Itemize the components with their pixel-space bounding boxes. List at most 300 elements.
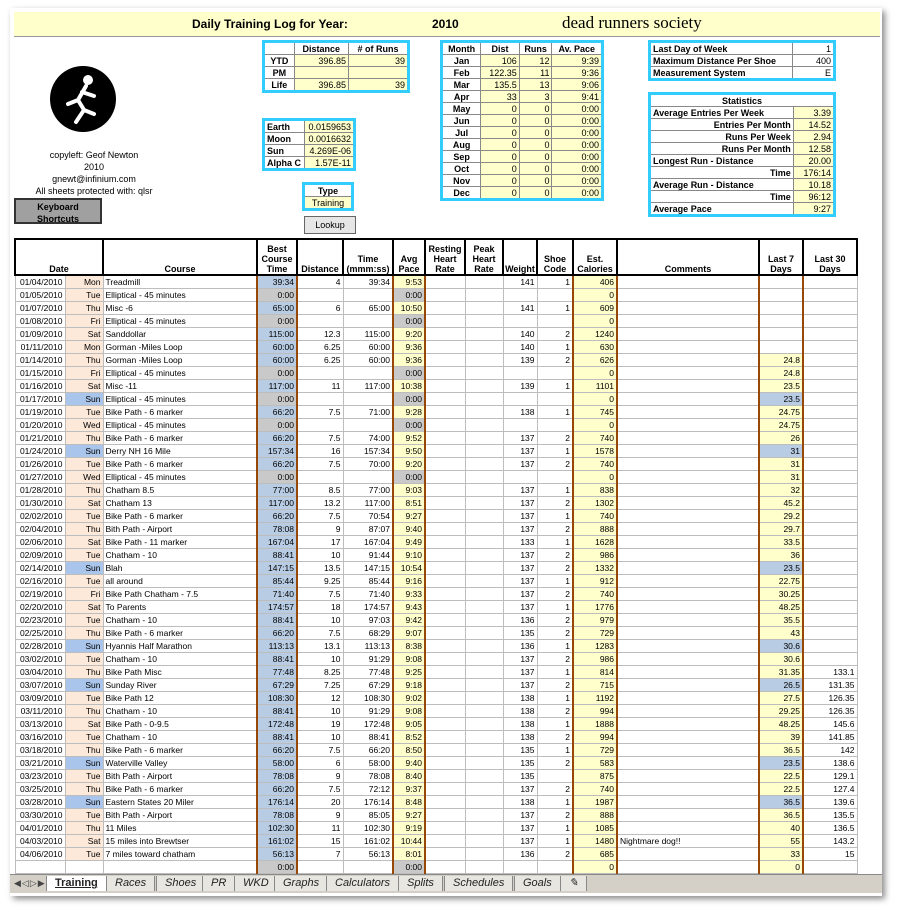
pace-cell[interactable]: 8:50 — [393, 744, 425, 757]
course-cell[interactable]: Bith Path - Airport — [103, 523, 257, 536]
date-cell[interactable]: 01/27/2010 — [15, 471, 65, 484]
last7-cell[interactable]: 23.5 — [759, 562, 803, 575]
course-cell[interactable]: Chatham - 10 — [103, 653, 257, 666]
weekday-cell[interactable]: Fri — [65, 367, 103, 380]
calories-cell[interactable]: 986 — [573, 653, 617, 666]
last7-cell[interactable]: 40 — [759, 822, 803, 835]
best-time-cell[interactable]: 66:20 — [257, 627, 297, 640]
time-cell[interactable]: 176:14 — [343, 796, 393, 809]
last30-cell[interactable]: 141.85 — [803, 731, 857, 744]
weight-cell[interactable]: 137 — [503, 653, 537, 666]
time-cell[interactable]: 71:00 — [343, 406, 393, 419]
time-cell[interactable]: 117:00 — [343, 497, 393, 510]
shoe-cell[interactable]: 2 — [537, 354, 573, 367]
best-time-cell[interactable]: 66:20 — [257, 406, 297, 419]
resting-hr-cell[interactable] — [425, 471, 465, 484]
last7-cell[interactable] — [759, 315, 803, 328]
last30-cell[interactable] — [803, 458, 857, 471]
distance-cell[interactable]: 19 — [297, 718, 343, 731]
course-cell[interactable]: Bike Path - 6 marker — [103, 783, 257, 796]
resting-hr-cell[interactable] — [425, 705, 465, 718]
weight-cell[interactable]: 138 — [503, 705, 537, 718]
comments-cell[interactable] — [617, 275, 759, 289]
peak-hr-cell[interactable] — [465, 562, 503, 575]
shoe-cell[interactable] — [537, 393, 573, 406]
pace-cell[interactable]: 10:50 — [393, 302, 425, 315]
log-column-header[interactable]: Last 30 Days — [803, 239, 857, 275]
resting-hr-cell[interactable] — [425, 523, 465, 536]
date-cell[interactable]: 03/02/2010 — [15, 653, 65, 666]
time-cell[interactable]: 71:40 — [343, 588, 393, 601]
time-cell[interactable]: 60:00 — [343, 341, 393, 354]
date-cell[interactable]: 01/21/2010 — [15, 432, 65, 445]
course-cell[interactable]: Bike Path - 6 marker — [103, 432, 257, 445]
time-cell[interactable]: 88:41 — [343, 731, 393, 744]
distance-cell[interactable]: 8.5 — [297, 484, 343, 497]
distance-cell[interactable]: 7 — [297, 848, 343, 861]
last7-cell[interactable]: 33 — [759, 848, 803, 861]
shoe-cell[interactable]: 1 — [537, 666, 573, 679]
peak-hr-cell[interactable] — [465, 471, 503, 484]
sheet-tab-pr[interactable]: PR — [202, 876, 235, 891]
resting-hr-cell[interactable] — [425, 315, 465, 328]
shoe-cell[interactable]: 1 — [537, 601, 573, 614]
distance-cell[interactable]: 11 — [297, 822, 343, 835]
weight-cell[interactable] — [503, 367, 537, 380]
weekday-cell[interactable]: Tue — [65, 510, 103, 523]
pace-cell[interactable]: 9:05 — [393, 718, 425, 731]
course-cell[interactable]: 15 miles into Brewtser — [103, 835, 257, 848]
weekday-cell[interactable]: Thu — [65, 705, 103, 718]
last7-cell[interactable]: 55 — [759, 835, 803, 848]
last30-cell[interactable]: 133.1 — [803, 666, 857, 679]
course-cell[interactable]: Bith Path - Airport — [103, 770, 257, 783]
pace-cell[interactable]: 9:33 — [393, 588, 425, 601]
time-cell[interactable]: 117:00 — [343, 380, 393, 393]
shoe-cell[interactable]: 2 — [537, 705, 573, 718]
date-cell[interactable]: 01/24/2010 — [15, 445, 65, 458]
pace-cell[interactable]: 0:00 — [393, 367, 425, 380]
resting-hr-cell[interactable] — [425, 536, 465, 549]
weekday-cell[interactable]: Tue — [65, 653, 103, 666]
weekday-cell[interactable]: Tue — [65, 549, 103, 562]
weight-cell[interactable]: 138 — [503, 731, 537, 744]
shoe-cell[interactable]: 1 — [537, 835, 573, 848]
peak-hr-cell[interactable] — [465, 757, 503, 770]
pace-cell[interactable]: 0:00 — [393, 419, 425, 432]
course-cell[interactable]: Derry NH 16 Mile — [103, 445, 257, 458]
course-cell[interactable]: Elliptical - 45 minutes — [103, 289, 257, 302]
shoe-cell[interactable]: 2 — [537, 679, 573, 692]
shoe-cell[interactable] — [537, 315, 573, 328]
weight-cell[interactable]: 137 — [503, 822, 537, 835]
comments-cell[interactable] — [617, 419, 759, 432]
weekday-cell[interactable]: Tue — [65, 731, 103, 744]
pace-cell[interactable]: 8:51 — [393, 497, 425, 510]
type-select[interactable]: Training — [304, 197, 353, 210]
shoe-cell[interactable]: 1 — [537, 510, 573, 523]
pace-cell[interactable]: 9:27 — [393, 809, 425, 822]
resting-hr-cell[interactable] — [425, 549, 465, 562]
log-column-header[interactable]: Resting Heart Rate — [425, 239, 465, 275]
comments-cell[interactable] — [617, 822, 759, 835]
comments-cell[interactable] — [617, 640, 759, 653]
distance-cell[interactable]: 9 — [297, 770, 343, 783]
shoe-cell[interactable]: 1 — [537, 718, 573, 731]
calories-cell[interactable]: 1332 — [573, 562, 617, 575]
last30-cell[interactable] — [803, 549, 857, 562]
course-cell[interactable]: Bike Path Misc — [103, 666, 257, 679]
calories-cell[interactable]: 0 — [573, 315, 617, 328]
course-cell[interactable]: Bike Path - 6 marker — [103, 744, 257, 757]
resting-hr-cell[interactable] — [425, 861, 465, 874]
pace-cell[interactable]: 9:02 — [393, 692, 425, 705]
weekday-cell[interactable]: Sun — [65, 796, 103, 809]
shoe-cell[interactable]: 2 — [537, 549, 573, 562]
pace-cell[interactable]: 0:00 — [393, 471, 425, 484]
comments-cell[interactable] — [617, 406, 759, 419]
weight-cell[interactable]: 141 — [503, 275, 537, 289]
weekday-cell[interactable] — [65, 861, 103, 874]
shoe-cell[interactable]: 2 — [537, 731, 573, 744]
resting-hr-cell[interactable] — [425, 809, 465, 822]
best-time-cell[interactable]: 174:57 — [257, 601, 297, 614]
last30-cell[interactable] — [803, 484, 857, 497]
calories-cell[interactable]: 994 — [573, 705, 617, 718]
distance-cell[interactable]: 10 — [297, 549, 343, 562]
shoe-cell[interactable]: 1 — [537, 302, 573, 315]
course-cell[interactable]: Gorman -Miles Loop — [103, 341, 257, 354]
course-cell[interactable]: Bike Path - 6 marker — [103, 510, 257, 523]
log-column-header[interactable]: Comments — [617, 239, 759, 275]
resting-hr-cell[interactable] — [425, 289, 465, 302]
calories-cell[interactable]: 740 — [573, 510, 617, 523]
peak-hr-cell[interactable] — [465, 718, 503, 731]
distance-cell[interactable]: 15 — [297, 835, 343, 848]
course-cell[interactable]: Gorman -Miles Loop — [103, 354, 257, 367]
pace-cell[interactable]: 10:54 — [393, 562, 425, 575]
weekday-cell[interactable]: Sun — [65, 445, 103, 458]
course-cell[interactable]: Chatham - 10 — [103, 549, 257, 562]
last30-cell[interactable] — [803, 627, 857, 640]
distance-cell[interactable]: 7.25 — [297, 679, 343, 692]
distance-cell[interactable]: 10 — [297, 731, 343, 744]
best-time-cell[interactable]: 39:34 — [257, 275, 297, 289]
course-cell[interactable]: Chatham 8.5 — [103, 484, 257, 497]
shoe-cell[interactable]: 2 — [537, 432, 573, 445]
distance-cell[interactable]: 7.5 — [297, 744, 343, 757]
distance-cell[interactable]: 7.5 — [297, 432, 343, 445]
weight-cell[interactable]: 135 — [503, 770, 537, 783]
resting-hr-cell[interactable] — [425, 458, 465, 471]
weekday-cell[interactable]: Sat — [65, 718, 103, 731]
last30-cell[interactable] — [803, 510, 857, 523]
best-time-cell[interactable]: 60:00 — [257, 341, 297, 354]
peak-hr-cell[interactable] — [465, 614, 503, 627]
pace-cell[interactable]: 0:00 — [393, 393, 425, 406]
time-cell[interactable] — [343, 289, 393, 302]
weekday-cell[interactable]: Thu — [65, 627, 103, 640]
distance-cell[interactable]: 7.5 — [297, 510, 343, 523]
weekday-cell[interactable]: Sun — [65, 757, 103, 770]
pace-cell[interactable]: 9:08 — [393, 653, 425, 666]
pace-cell[interactable]: 9:27 — [393, 510, 425, 523]
time-cell[interactable]: 108:30 — [343, 692, 393, 705]
calories-cell[interactable]: 1578 — [573, 445, 617, 458]
shoe-cell[interactable]: 1 — [537, 406, 573, 419]
comments-cell[interactable] — [617, 861, 759, 874]
date-cell[interactable]: 01/16/2010 — [15, 380, 65, 393]
weight-cell[interactable]: 137 — [503, 835, 537, 848]
time-cell[interactable]: 60:00 — [343, 354, 393, 367]
setting-value[interactable]: E — [793, 67, 835, 80]
time-cell[interactable]: 72:12 — [343, 783, 393, 796]
weekday-cell[interactable]: Tue — [65, 770, 103, 783]
time-cell[interactable]: 67:29 — [343, 679, 393, 692]
weight-cell[interactable]: 137 — [503, 679, 537, 692]
weight-cell[interactable] — [503, 289, 537, 302]
comments-cell[interactable] — [617, 562, 759, 575]
date-cell[interactable]: 02/28/2010 — [15, 640, 65, 653]
comments-cell[interactable] — [617, 354, 759, 367]
time-cell[interactable] — [343, 419, 393, 432]
peak-hr-cell[interactable] — [465, 380, 503, 393]
resting-hr-cell[interactable] — [425, 445, 465, 458]
best-time-cell[interactable]: 78:08 — [257, 523, 297, 536]
distance-cell[interactable]: 13.1 — [297, 640, 343, 653]
date-cell[interactable]: 01/15/2010 — [15, 367, 65, 380]
best-time-cell[interactable]: 88:41 — [257, 653, 297, 666]
best-time-cell[interactable]: 0:00 — [257, 367, 297, 380]
resting-hr-cell[interactable] — [425, 328, 465, 341]
time-cell[interactable]: 56:13 — [343, 848, 393, 861]
pace-cell[interactable]: 8:38 — [393, 640, 425, 653]
last30-cell[interactable] — [803, 536, 857, 549]
last7-cell[interactable] — [759, 341, 803, 354]
last30-cell[interactable]: 135.5 — [803, 809, 857, 822]
last30-cell[interactable] — [803, 562, 857, 575]
comments-cell[interactable] — [617, 367, 759, 380]
distance-cell[interactable]: 10 — [297, 653, 343, 666]
calories-cell[interactable]: 979 — [573, 614, 617, 627]
pace-cell[interactable]: 9:36 — [393, 341, 425, 354]
weight-cell[interactable]: 137 — [503, 484, 537, 497]
comments-cell[interactable] — [617, 679, 759, 692]
peak-hr-cell[interactable] — [465, 601, 503, 614]
comments-cell[interactable] — [617, 458, 759, 471]
course-cell[interactable]: Bike Path - 6 marker — [103, 627, 257, 640]
last30-cell[interactable]: 15 — [803, 848, 857, 861]
shoe-cell[interactable]: 1 — [537, 822, 573, 835]
distance-cell[interactable]: 7.5 — [297, 406, 343, 419]
last7-cell[interactable]: 36.5 — [759, 796, 803, 809]
resting-hr-cell[interactable] — [425, 796, 465, 809]
last30-cell[interactable]: 126.35 — [803, 692, 857, 705]
best-time-cell[interactable]: 88:41 — [257, 549, 297, 562]
calories-cell[interactable]: 814 — [573, 666, 617, 679]
peak-hr-cell[interactable] — [465, 393, 503, 406]
shoe-cell[interactable]: 1 — [537, 744, 573, 757]
comments-cell[interactable] — [617, 705, 759, 718]
peak-hr-cell[interactable] — [465, 510, 503, 523]
calories-cell[interactable]: 1240 — [573, 328, 617, 341]
peak-hr-cell[interactable] — [465, 575, 503, 588]
calories-cell[interactable]: 986 — [573, 549, 617, 562]
shoe-cell[interactable]: 1 — [537, 796, 573, 809]
last30-cell[interactable]: 139.6 — [803, 796, 857, 809]
shoe-cell[interactable]: 2 — [537, 614, 573, 627]
best-time-cell[interactable]: 108:30 — [257, 692, 297, 705]
resting-hr-cell[interactable] — [425, 367, 465, 380]
comments-cell[interactable] — [617, 770, 759, 783]
peak-hr-cell[interactable] — [465, 666, 503, 679]
weekday-cell[interactable]: Sun — [65, 679, 103, 692]
distance-cell[interactable]: 10 — [297, 614, 343, 627]
date-cell[interactable]: 01/19/2010 — [15, 406, 65, 419]
last7-cell[interactable]: 48.25 — [759, 601, 803, 614]
time-cell[interactable]: 147:15 — [343, 562, 393, 575]
best-time-cell[interactable]: 88:41 — [257, 705, 297, 718]
comments-cell[interactable] — [617, 614, 759, 627]
comments-cell[interactable] — [617, 341, 759, 354]
resting-hr-cell[interactable] — [425, 783, 465, 796]
weekday-cell[interactable]: Thu — [65, 523, 103, 536]
last7-cell[interactable]: 24.75 — [759, 419, 803, 432]
shoe-cell[interactable]: 1 — [537, 692, 573, 705]
comments-cell[interactable] — [617, 575, 759, 588]
weight-cell[interactable]: 137 — [503, 809, 537, 822]
comments-cell[interactable] — [617, 744, 759, 757]
course-cell[interactable]: Bike Path - 6 marker — [103, 458, 257, 471]
peak-hr-cell[interactable] — [465, 367, 503, 380]
calories-cell[interactable]: 1987 — [573, 796, 617, 809]
time-cell[interactable]: 65:00 — [343, 302, 393, 315]
calories-cell[interactable]: 888 — [573, 523, 617, 536]
course-cell[interactable]: Misc -6 — [103, 302, 257, 315]
peak-hr-cell[interactable] — [465, 406, 503, 419]
time-cell[interactable]: 91:29 — [343, 653, 393, 666]
shoe-cell[interactable]: 1 — [537, 380, 573, 393]
weight-cell[interactable] — [503, 471, 537, 484]
calories-cell[interactable]: 994 — [573, 731, 617, 744]
setting-value[interactable]: 1 — [793, 42, 835, 55]
last7-cell[interactable]: 36.5 — [759, 809, 803, 822]
shoe-cell[interactable]: 2 — [537, 809, 573, 822]
last7-cell[interactable]: 22.5 — [759, 783, 803, 796]
course-cell[interactable]: Elliptical - 45 minutes — [103, 315, 257, 328]
last30-cell[interactable] — [803, 445, 857, 458]
last7-cell[interactable]: 27.5 — [759, 692, 803, 705]
pace-cell[interactable]: 0:00 — [393, 289, 425, 302]
shoe-cell[interactable] — [537, 367, 573, 380]
time-cell[interactable]: 77:48 — [343, 666, 393, 679]
last7-cell[interactable]: 30.25 — [759, 588, 803, 601]
log-column-header[interactable]: Est. Calories — [573, 239, 617, 275]
last30-cell[interactable] — [803, 380, 857, 393]
last30-cell[interactable] — [803, 640, 857, 653]
last7-cell[interactable]: 29.25 — [759, 705, 803, 718]
last7-cell[interactable]: 24.8 — [759, 354, 803, 367]
best-time-cell[interactable]: 58:00 — [257, 757, 297, 770]
course-cell[interactable]: Hyannis Half Marathon — [103, 640, 257, 653]
weight-cell[interactable]: 136 — [503, 614, 537, 627]
best-time-cell[interactable]: 88:41 — [257, 614, 297, 627]
course-cell[interactable]: Bike Path - 11 marker — [103, 536, 257, 549]
resting-hr-cell[interactable] — [425, 275, 465, 289]
calories-cell[interactable]: 838 — [573, 484, 617, 497]
weekday-cell[interactable]: Tue — [65, 575, 103, 588]
calories-cell[interactable]: 729 — [573, 627, 617, 640]
distance-cell[interactable]: 9 — [297, 523, 343, 536]
weight-cell[interactable]: 136 — [503, 848, 537, 861]
shoe-cell[interactable]: 1 — [537, 445, 573, 458]
best-time-cell[interactable]: 65:00 — [257, 302, 297, 315]
course-cell[interactable]: Chatham - 10 — [103, 705, 257, 718]
distance-cell[interactable] — [297, 861, 343, 874]
weight-cell[interactable]: 137 — [503, 783, 537, 796]
comments-cell[interactable] — [617, 692, 759, 705]
weekday-cell[interactable]: Tue — [65, 289, 103, 302]
date-cell[interactable]: 01/17/2010 — [15, 393, 65, 406]
resting-hr-cell[interactable] — [425, 380, 465, 393]
pace-cell[interactable]: 8:52 — [393, 731, 425, 744]
time-cell[interactable]: 91:29 — [343, 705, 393, 718]
last7-cell[interactable]: 36 — [759, 549, 803, 562]
calories-cell[interactable]: 1776 — [573, 601, 617, 614]
shoe-cell[interactable]: 2 — [537, 848, 573, 861]
pace-cell[interactable]: 9:07 — [393, 627, 425, 640]
date-cell[interactable]: 01/26/2010 — [15, 458, 65, 471]
pace-cell[interactable]: 9:10 — [393, 549, 425, 562]
log-column-header[interactable]: Weight — [503, 239, 537, 275]
peak-hr-cell[interactable] — [465, 744, 503, 757]
shoe-cell[interactable]: 1 — [537, 536, 573, 549]
shoe-cell[interactable]: 1 — [537, 640, 573, 653]
weight-cell[interactable]: 140 — [503, 328, 537, 341]
weight-cell[interactable] — [503, 393, 537, 406]
last30-cell[interactable] — [803, 588, 857, 601]
date-cell[interactable]: 01/28/2010 — [15, 484, 65, 497]
distance-cell[interactable]: 12.3 — [297, 328, 343, 341]
time-cell[interactable]: 157:34 — [343, 445, 393, 458]
distance-cell[interactable]: 6 — [297, 302, 343, 315]
best-time-cell[interactable]: 117:00 — [257, 497, 297, 510]
pace-cell[interactable]: 9:03 — [393, 484, 425, 497]
time-cell[interactable]: 58:00 — [343, 757, 393, 770]
resting-hr-cell[interactable] — [425, 653, 465, 666]
weekday-cell[interactable]: Sat — [65, 536, 103, 549]
weekday-cell[interactable]: Thu — [65, 744, 103, 757]
peak-hr-cell[interactable] — [465, 822, 503, 835]
date-cell[interactable]: 02/23/2010 — [15, 614, 65, 627]
comments-cell[interactable] — [617, 666, 759, 679]
last7-cell[interactable]: 32 — [759, 484, 803, 497]
comments-cell[interactable] — [617, 315, 759, 328]
distance-cell[interactable] — [297, 315, 343, 328]
pace-cell[interactable]: 9:53 — [393, 275, 425, 289]
best-time-cell[interactable]: 66:20 — [257, 783, 297, 796]
last30-cell[interactable] — [803, 341, 857, 354]
weight-cell[interactable] — [503, 419, 537, 432]
distance-cell[interactable]: 7.5 — [297, 783, 343, 796]
date-cell[interactable]: 02/06/2010 — [15, 536, 65, 549]
last30-cell[interactable] — [803, 432, 857, 445]
distance-cell[interactable]: 6.25 — [297, 354, 343, 367]
distance-cell[interactable]: 13.2 — [297, 497, 343, 510]
pace-cell[interactable]: 9:40 — [393, 757, 425, 770]
weight-cell[interactable]: 137 — [503, 666, 537, 679]
last7-cell[interactable]: 30.6 — [759, 640, 803, 653]
